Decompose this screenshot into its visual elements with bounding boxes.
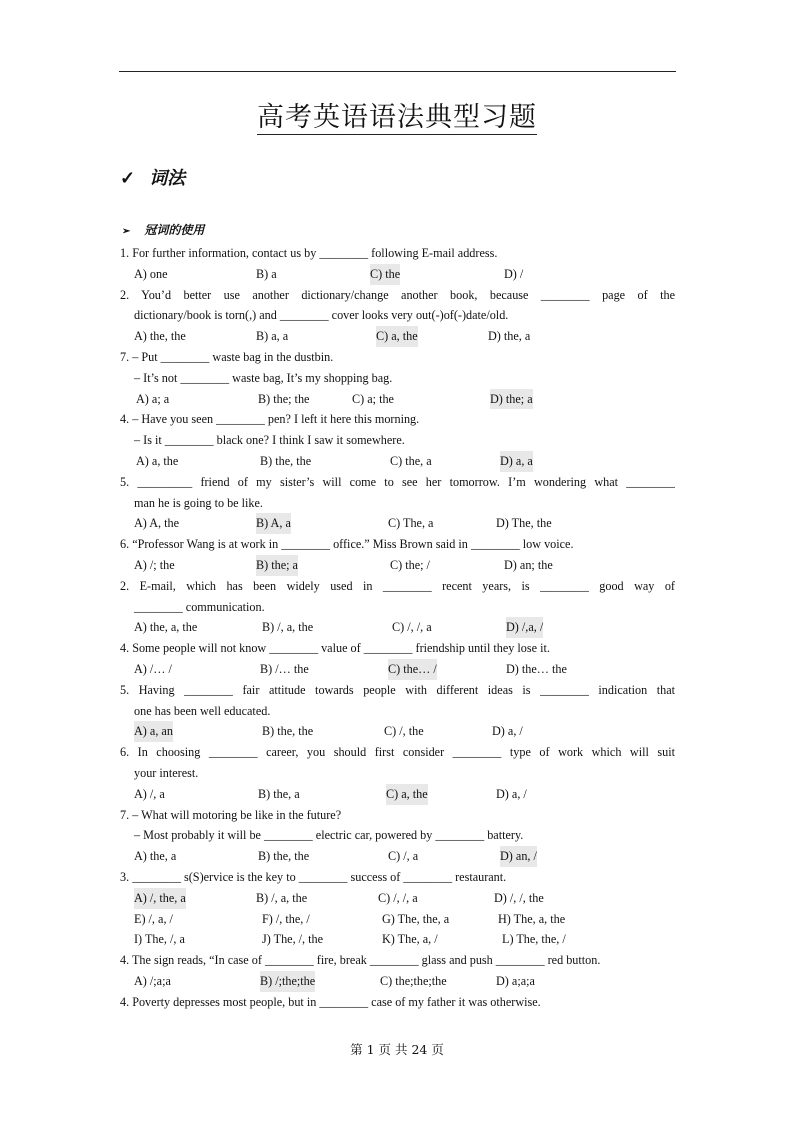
option: D) a;a;a — [496, 973, 535, 988]
option-row — [120, 617, 675, 638]
option-row — [120, 929, 675, 950]
question-text: 1. For further information, contact us by ________ following E-mail address. — [120, 246, 498, 260]
question-text: 4. – Have you seen ________ pen? I left it here this morning. — [120, 412, 420, 427]
option: B) /, a, the — [262, 620, 314, 635]
option-row — [120, 846, 675, 867]
answer-option: D) an, / — [500, 846, 537, 867]
answer-option: C) the — [370, 264, 400, 285]
option: A) one — [134, 266, 168, 281]
option-row — [120, 555, 675, 576]
question-item — [120, 742, 675, 804]
option: C) the, a — [390, 453, 432, 468]
answer-option: C) the… / — [388, 659, 437, 680]
question-text: ________ communication. — [134, 599, 265, 614]
option: K) The, a, / — [382, 932, 438, 947]
question-text: 7. – What will motoring be like in the future? — [120, 807, 342, 822]
option-row — [120, 326, 675, 347]
option: A) the, a, the — [134, 620, 198, 635]
option: D) /, /, the — [494, 890, 544, 905]
option: E) /, a, / — [134, 911, 173, 926]
option-row — [120, 659, 675, 680]
header-rule — [119, 71, 676, 72]
question-text: 2. You’d better use another dictionary/change another book, because ________ page of the — [120, 287, 675, 302]
option: C) /, /, a — [378, 890, 418, 905]
question-text: your interest. — [134, 765, 199, 780]
question-text: 6. In choosing ________ career, you should first consider ________ type of work which will suit — [120, 745, 675, 760]
question-text: man he is going to be like. — [134, 495, 263, 510]
option: A) the, the — [134, 329, 186, 344]
answer-option: C) a, the — [386, 784, 428, 805]
option: F) /, the, / — [262, 911, 310, 926]
answer-option: D) /,a, / — [506, 617, 543, 638]
question-text: 5. _________ friend of my sister’s will come to see her tomorrow. I’m wondering what ________ — [120, 474, 675, 489]
option: L) The, the, / — [502, 932, 566, 947]
option: C) /, a — [388, 849, 419, 864]
option: H) The, a, the — [498, 911, 566, 926]
option-row — [120, 451, 675, 472]
arrow-bullet-icon: ➢ — [122, 226, 131, 237]
option-row — [120, 721, 675, 742]
option-row — [120, 888, 675, 909]
subsection-heading — [122, 220, 204, 242]
question-item — [120, 534, 675, 576]
option: A) a, the — [136, 453, 179, 468]
question-text: 4. Some people will not know ________ value of ________ friendship until they lose it. — [120, 641, 550, 656]
option: I) The, /, a — [134, 932, 185, 947]
question-text: 2. E-mail, which has been widely used in ________ recent years, is ________ good way of — [120, 578, 675, 593]
option: D) an; the — [504, 557, 553, 572]
option: B) the, the — [258, 849, 310, 864]
option: A) a; a — [136, 391, 170, 406]
option: C) /, the — [384, 724, 424, 739]
option: B) the, the — [262, 724, 314, 739]
option: B) a — [256, 266, 277, 281]
option: C) /, /, a — [392, 620, 432, 635]
check-icon: ✓ — [120, 168, 136, 189]
question-item — [120, 409, 675, 471]
answer-option: D) a, a — [500, 451, 533, 472]
option: A) the, a — [134, 849, 177, 864]
option: B) the, the — [260, 453, 312, 468]
question-text: – Most probably it will be ________ electric car, powered by ________ battery. — [134, 828, 524, 843]
answer-option: B) the; a — [256, 555, 298, 576]
option: B) /, a, the — [256, 890, 308, 905]
answer-option: A) a, an — [134, 721, 173, 742]
question-item — [120, 805, 675, 867]
question-item — [120, 347, 675, 409]
question-item — [120, 638, 675, 680]
question-item — [120, 472, 675, 534]
answer-option: D) the; a — [490, 389, 533, 410]
option: G) The, the, a — [382, 911, 450, 926]
question-item — [120, 950, 675, 992]
option-row — [120, 513, 675, 534]
section-title: 词法 — [149, 168, 186, 189]
question-text: 4. The sign reads, “In case of ________ fire, break ________ glass and push ________ red button. — [120, 953, 601, 968]
question-item — [120, 867, 675, 950]
page-number: 第 1 页 共 24 页 — [350, 1042, 444, 1057]
question-text: one has been well educated. — [134, 703, 271, 718]
question-text: dictionary/book is torn(,) and ________ cover looks very out(-)of(-)date/old. — [134, 308, 509, 323]
option: A) /, a — [134, 786, 165, 801]
option-row — [120, 971, 675, 992]
option-row — [120, 909, 675, 930]
option: J) The, /, the — [262, 932, 324, 947]
option: C) the;the;the — [380, 973, 447, 988]
question-text: 6. “Professor Wang is at work in ________ office.” Miss Brown said in ________ low voice. — [120, 537, 574, 552]
question-text: – It’s not ________ waste bag, It’s my shopping bag. — [134, 370, 393, 385]
option: D) / — [504, 266, 524, 281]
question-text: 5. Having ________ fair attitude towards people with different ideas is ________ indication that — [120, 682, 675, 697]
option-row — [120, 784, 675, 805]
question-item — [120, 576, 675, 638]
question-list — [120, 243, 675, 1012]
section-heading — [120, 166, 185, 192]
answer-option: C) a, the — [376, 326, 418, 347]
option-row — [120, 389, 675, 410]
option: B) the, a — [258, 786, 300, 801]
question-item — [120, 285, 675, 347]
question-text: 3. ________ s(S)ervice is the key to ________ success of ________ restaurant. — [120, 869, 507, 884]
option: C) a; the — [352, 391, 394, 406]
option: A) /; the — [134, 557, 175, 572]
option: D) a, / — [492, 724, 523, 739]
answer-option: B) /;the;the — [260, 971, 315, 992]
option: A) A, the — [134, 516, 180, 531]
answer-option: A) /, the, a — [134, 888, 186, 909]
option: D) a, / — [496, 786, 527, 801]
option: B) the; the — [258, 391, 310, 406]
option: B) /… the — [260, 661, 309, 676]
question-item — [120, 243, 675, 285]
subsection-title: 冠词的使用 — [144, 223, 205, 237]
question-item — [120, 992, 675, 1013]
question-item — [120, 680, 675, 742]
option: D) the… the — [506, 661, 567, 676]
option: D) the, a — [488, 329, 531, 344]
option: B) a, a — [256, 329, 289, 344]
answer-option: B) A, a — [256, 513, 291, 534]
option: A) /;a;a — [134, 973, 171, 988]
option: C) the; / — [390, 557, 430, 572]
question-text: 7. – Put ________ waste bag in the dustbin. — [120, 349, 334, 364]
question-text: 4. Poverty depresses most people, but in ________ case of my father it was otherwise. — [120, 994, 541, 1009]
option: A) /… / — [134, 661, 172, 676]
page-title: 高考英语语法典型习题 — [257, 102, 537, 133]
question-text: – Is it ________ black one? I think I saw it somewhere. — [134, 433, 405, 448]
option-row — [120, 264, 675, 285]
option: C) The, a — [388, 516, 434, 531]
option: D) The, the — [496, 516, 552, 531]
